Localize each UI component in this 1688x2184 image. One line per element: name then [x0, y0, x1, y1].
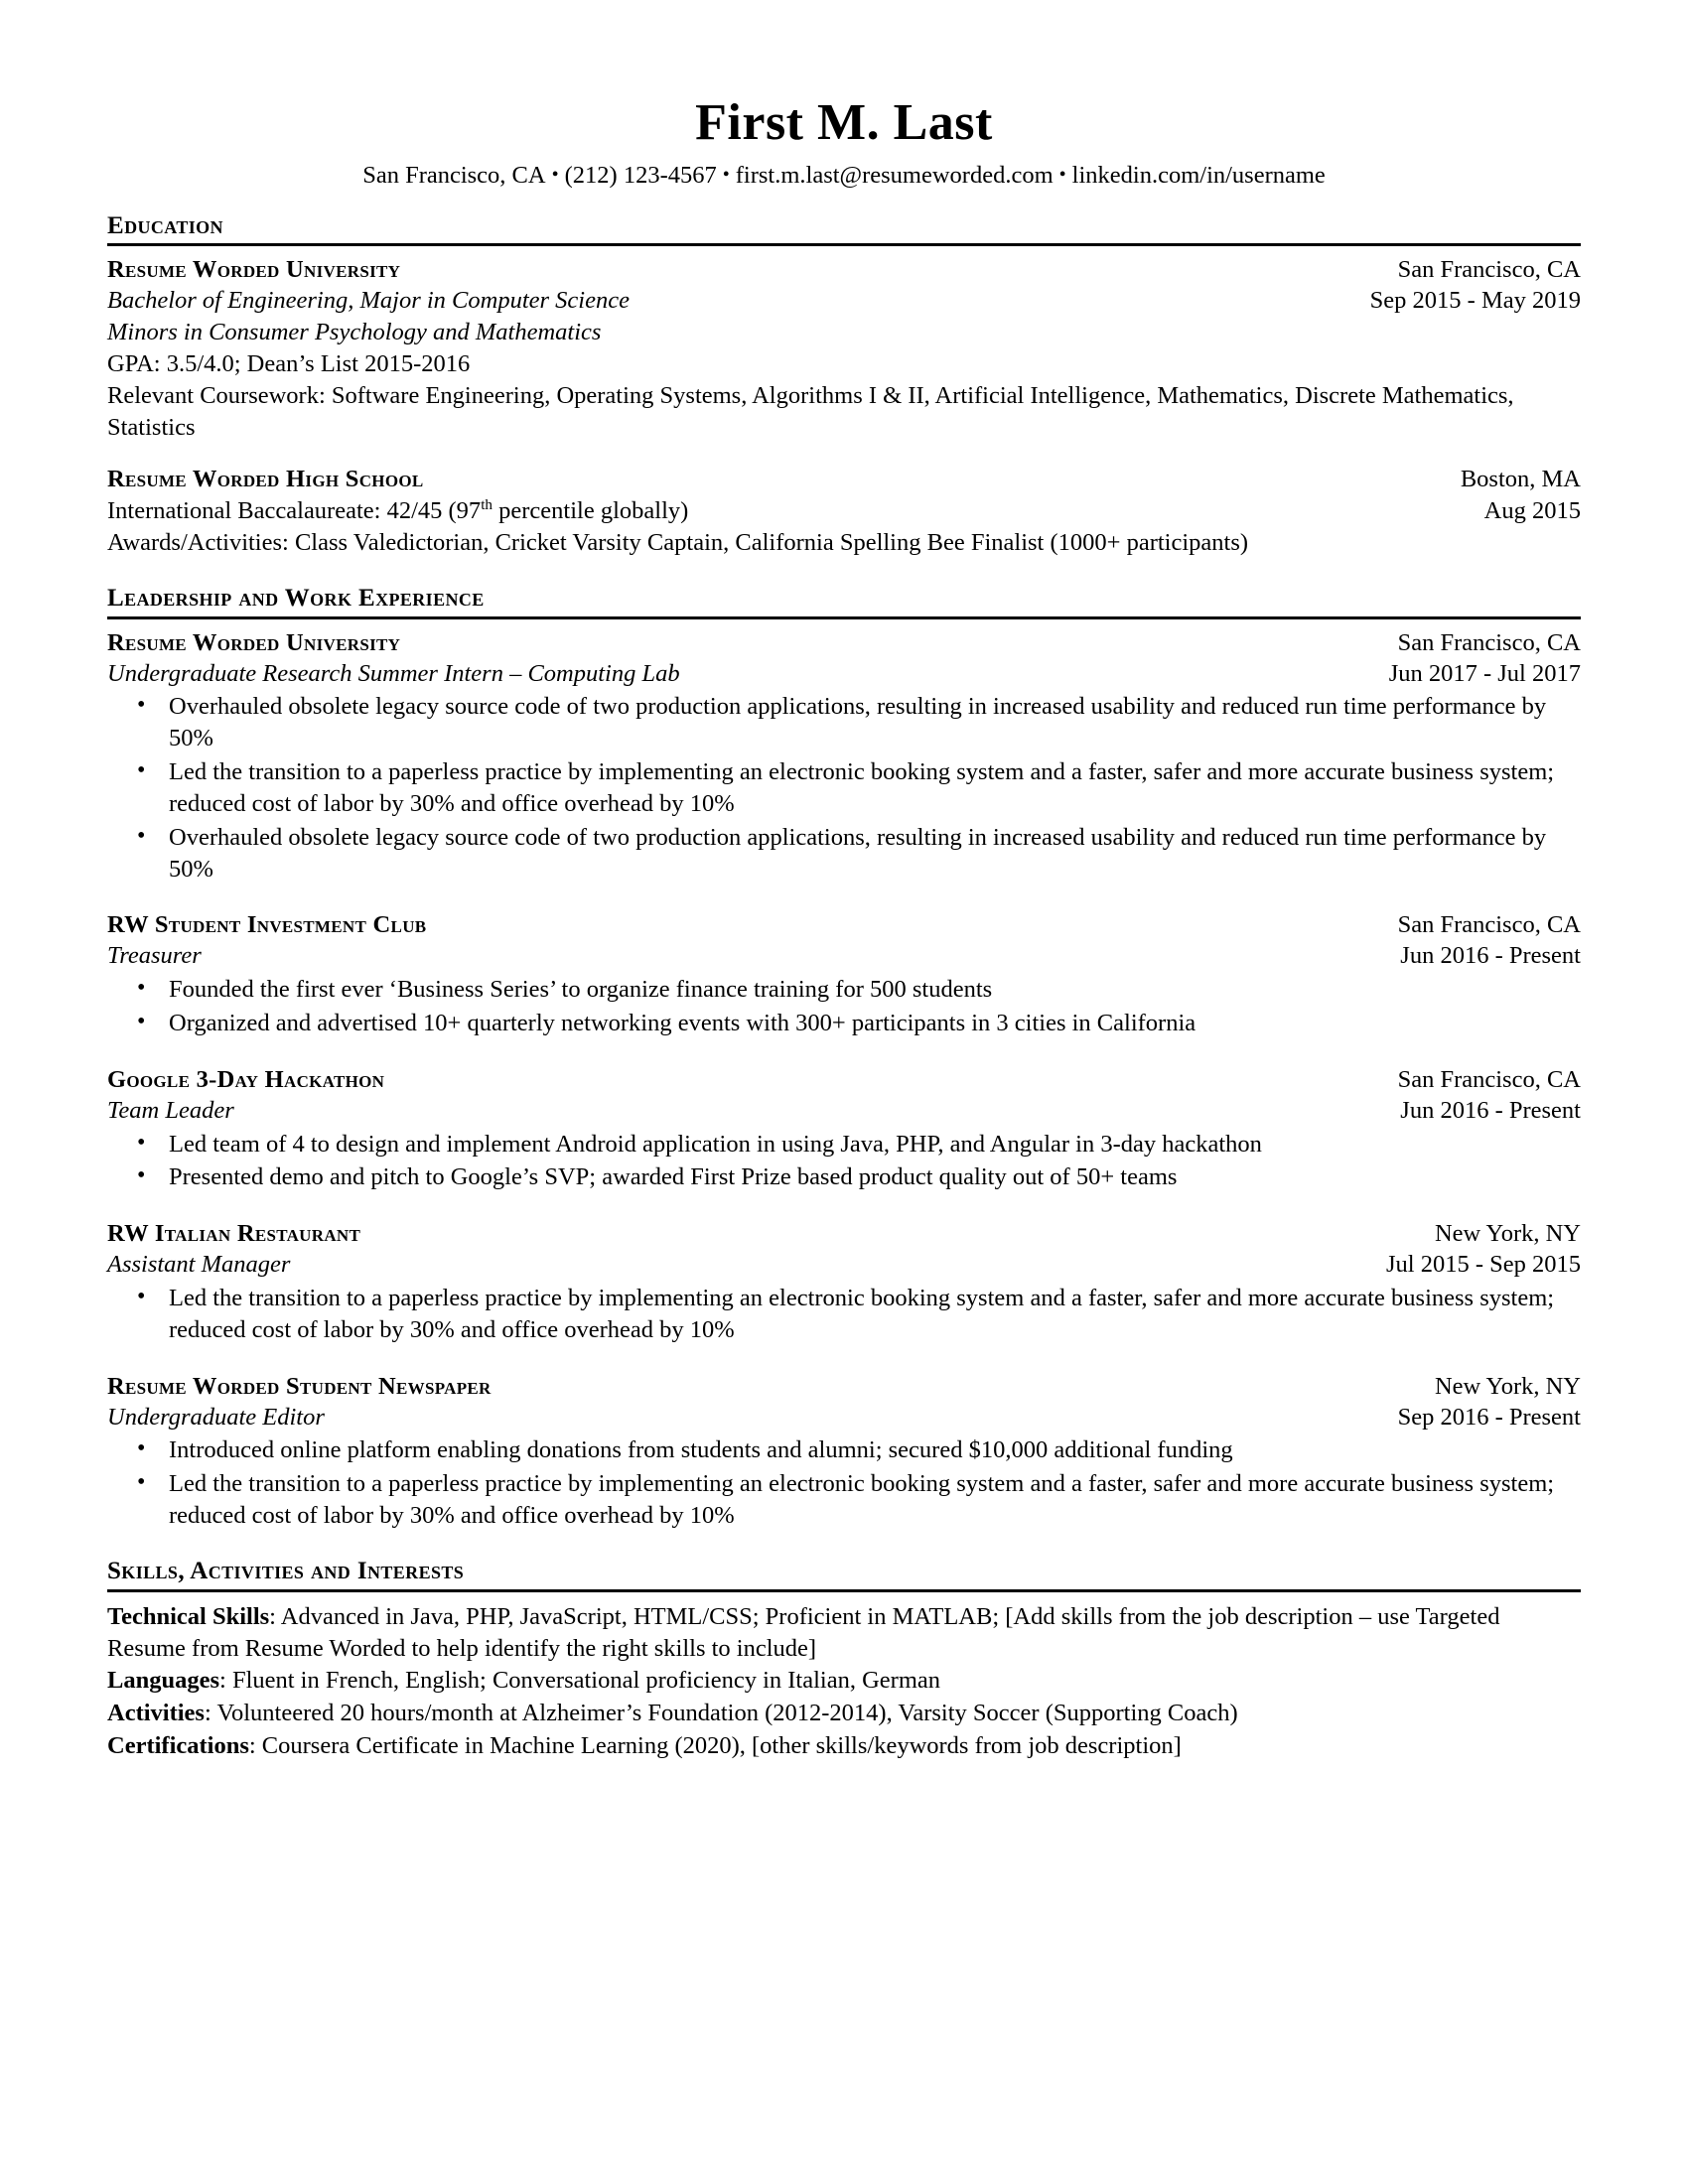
education-degree: Bachelor of Engineering, Major in Computer Science	[107, 287, 630, 315]
education-location: San Francisco, CA	[1397, 256, 1581, 284]
experience-location: San Francisco, CA	[1397, 911, 1581, 939]
skills-languages	[107, 1665, 1581, 1697]
entry-subheader-row	[107, 286, 1581, 317]
entry-header-row	[107, 255, 1581, 286]
entry-subheader-row	[107, 941, 1581, 972]
contact-separator-1: •	[551, 164, 559, 187]
experience-org-name: Google 3-Day Hackathon	[107, 1065, 385, 1093]
highschool-location: Boston, MA	[1460, 466, 1581, 493]
experience-job-title: Undergraduate Research Summer Intern – Computing Lab	[107, 659, 680, 687]
skills-languages-value: : Fluent in French, English; Conversational proficiency in Italian, German	[219, 1667, 940, 1695]
contact-separator-2: •	[722, 164, 730, 187]
entry-header-row	[107, 1065, 1581, 1096]
education-spacer	[107, 443, 1581, 465]
ib-prefix: International Baccalaureate: 42/45 (97	[107, 497, 482, 525]
bullet-item: • Introduced online platform enabling donations from students and alumni; secured $10,000 additional funding	[107, 1434, 1581, 1466]
entry-header-row	[107, 910, 1581, 941]
entry-header-row	[107, 465, 1581, 495]
highschool-date: Aug 2015	[1483, 497, 1581, 525]
contact-phone: (212) 123-4567	[564, 162, 717, 190]
bullet-item: • Founded the first ever ‘Business Series’ to organize finance training for 500 students	[107, 974, 1581, 1006]
skills-technical-label: Technical Skills	[107, 1602, 270, 1630]
contact-email[interactable]: first.m.last@resumeworded.com	[735, 162, 1054, 190]
experience-date: Jun 2016 - Present	[1400, 1096, 1581, 1124]
ib-suffix: percentile globally)	[492, 497, 689, 525]
entry-header-row	[107, 1372, 1581, 1403]
skills-technical	[107, 1601, 1581, 1665]
experience-bullet-list	[107, 691, 1581, 885]
bullet-item: • Led the transition to a paperless practice by implementing an electronic booking system and a faster, safer and more accurate business system; reduced cost of labor by 30% and office overhead by 10%	[107, 1468, 1581, 1532]
bullet-item: • Organized and advertised 10+ quarterly networking events with 300+ participants in 3 cities in California	[107, 1008, 1581, 1039]
entry-subheader-row	[107, 659, 1581, 690]
experience-entry-hackathon	[107, 1065, 1581, 1193]
experience-entry-investment-club	[107, 910, 1581, 1038]
experience-location: San Francisco, CA	[1397, 1065, 1581, 1093]
entry-subheader-row	[107, 1250, 1581, 1281]
experience-job-title: Treasurer	[107, 942, 202, 970]
section-heading-education: Education	[107, 212, 1581, 247]
experience-org-name: Resume Worded Student Newspaper	[107, 1372, 492, 1400]
ib-superscript: th	[481, 496, 493, 514]
skills-activities-value: : Volunteered 20 hours/month at Alzheimer’s Foundation (2012-2014), Varsity Soccer (Supporting Coach)	[204, 1700, 1238, 1727]
skills-activities-label: Activities	[107, 1700, 205, 1727]
experience-entry-newspaper	[107, 1372, 1581, 1532]
contact-location: San Francisco, CA	[362, 162, 546, 190]
experience-entry-university	[107, 628, 1581, 886]
experience-date: Jun 2016 - Present	[1400, 942, 1581, 970]
contact-separator-3: •	[1058, 164, 1066, 187]
experience-job-title: Team Leader	[107, 1096, 234, 1124]
experience-bullet-list	[107, 1129, 1581, 1194]
highschool-awards: Awards/Activities: Class Valedictorian, Cricket Varsity Captain, California Spelling Bee Finalist (1000+ participants)	[107, 529, 1249, 557]
bullet-item: • Overhauled obsolete legacy source code of two production applications, resulting in increased usability and reduced run time performance by 50%	[107, 691, 1581, 754]
education-date: Sep 2015 - May 2019	[1369, 287, 1581, 315]
bullet-item: • Presented demo and pitch to Google’s SVP; awarded First Prize based product quality out of 50+ teams	[107, 1161, 1581, 1193]
education-entry-highschool	[107, 465, 1581, 559]
bullet-item: • Led team of 4 to design and implement Android application in using Java, PHP, and Angular in 3-day hackathon	[107, 1129, 1581, 1160]
experience-job-title: Undergraduate Editor	[107, 1403, 325, 1431]
education-org-name: Resume Worded University	[107, 256, 401, 284]
experience-bullet-list	[107, 1434, 1581, 1532]
education-coursework: Relevant Coursework: Software Engineering, Operating Systems, Algorithms I & II, Artificial Intelligence, Mathematics, Discrete Mathematics, Statistics	[107, 381, 1514, 441]
experience-job-title: Assistant Manager	[107, 1251, 291, 1279]
experience-location: San Francisco, CA	[1397, 628, 1581, 656]
experience-bullet-list	[107, 974, 1581, 1039]
skills-activities	[107, 1698, 1581, 1729]
highschool-org-name: Resume Worded High School	[107, 466, 424, 493]
education-minors: Minors in Consumer Psychology and Mathematics	[107, 319, 602, 346]
skills-technical-value: : Advanced in Java, PHP, JavaScript, HTML/CSS; Proficient in MATLAB; [Add skills from the job description – use Targeted Resume from Resume Worded to help identify the right skills to include]	[107, 1602, 1500, 1662]
entry-header-row	[107, 628, 1581, 659]
experience-bullet-list	[107, 1283, 1581, 1346]
section-heading-skills: Skills, Activities and Interests	[107, 1558, 1581, 1592]
experience-location: New York, NY	[1434, 1372, 1581, 1400]
experience-location: New York, NY	[1434, 1220, 1581, 1248]
skills-certifications-value: : Coursera Certificate in Machine Learning (2020), [other skills/keywords from job description]	[248, 1732, 1182, 1760]
experience-org-name: RW Italian Restaurant	[107, 1220, 361, 1248]
experience-date: Sep 2016 - Present	[1397, 1403, 1581, 1431]
skills-certifications-label: Certifications	[107, 1732, 249, 1760]
skills-certifications	[107, 1730, 1581, 1762]
experience-org-name: RW Student Investment Club	[107, 911, 427, 939]
entry-header-row	[107, 1219, 1581, 1250]
candidate-name: First M. Last	[695, 94, 993, 151]
contact-linkedin[interactable]: linkedin.com/in/username	[1071, 162, 1326, 190]
education-entry-university	[107, 255, 1581, 443]
education-gpa: GPA: 3.5/4.0; Dean’s List 2015-2016	[107, 349, 471, 377]
bullet-item: • Overhauled obsolete legacy source code of two production applications, resulting in increased usability and reduced run time performance by 50%	[107, 822, 1581, 886]
experience-date: Jun 2017 - Jul 2017	[1388, 659, 1581, 687]
contact-line	[107, 161, 1581, 190]
experience-entry-restaurant	[107, 1219, 1581, 1345]
entry-subheader-row	[107, 495, 1581, 527]
bullet-item: • Led the transition to a paperless practice by implementing an electronic booking system and a faster, safer and more accurate business system; reduced cost of labor by 30% and office overhead by 10%	[107, 1283, 1581, 1346]
entry-subheader-row	[107, 1403, 1581, 1433]
experience-date: Jul 2015 - Sep 2015	[1386, 1251, 1581, 1279]
skills-languages-label: Languages	[107, 1667, 220, 1695]
highschool-ib-score	[107, 495, 688, 527]
section-heading-experience: Leadership and Work Experience	[107, 585, 1581, 619]
entry-subheader-row	[107, 1096, 1581, 1127]
bullet-item: • Led the transition to a paperless practice by implementing an electronic booking system and a faster, safer and more accurate business system; reduced cost of labor by 30% and office overhead by 10%	[107, 756, 1581, 820]
experience-org-name: Resume Worded University	[107, 628, 401, 656]
